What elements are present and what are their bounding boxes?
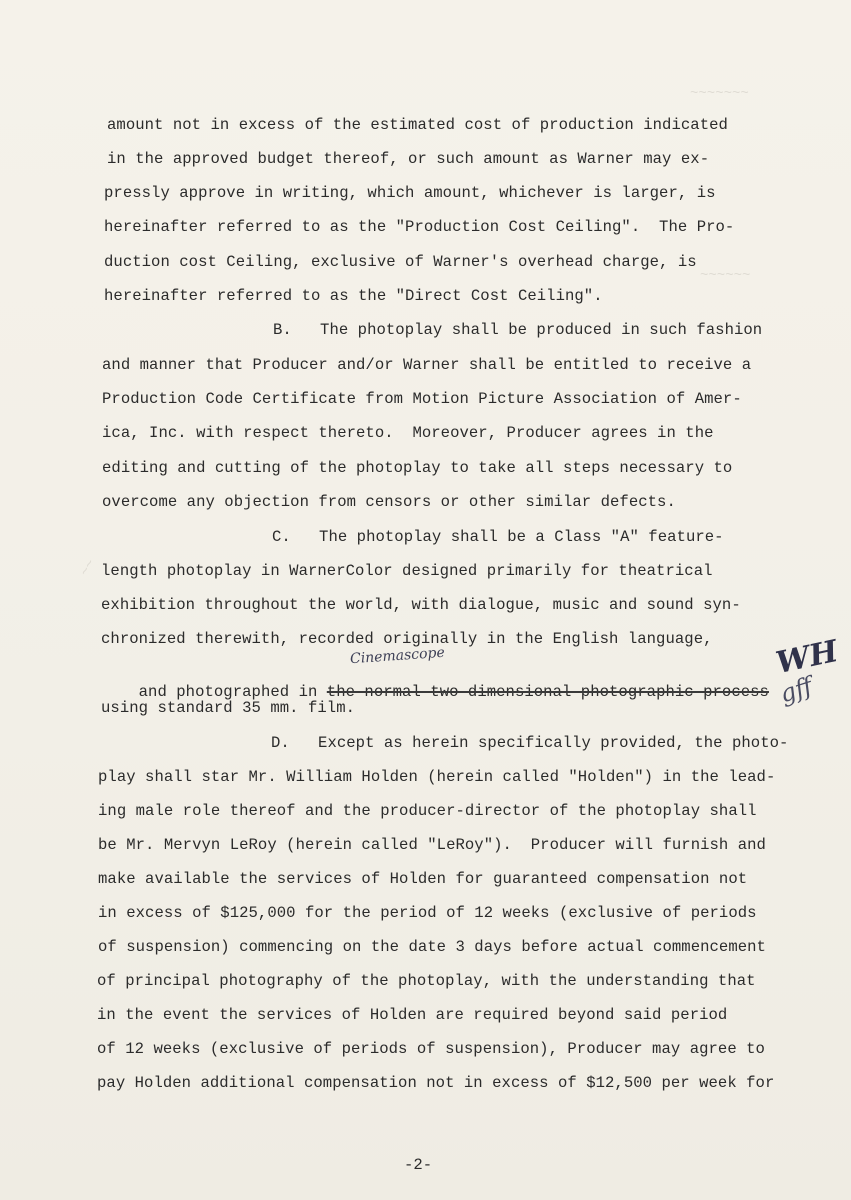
bleed-through-mark: ~~~~~~~ — [690, 86, 749, 102]
struck-text: the normal two-dimensional photographic process — [326, 683, 769, 701]
text-line: pay Holden additional compensation not in excess of $12,500 per week for — [97, 1074, 775, 1092]
text-line: length photoplay in WarnerColor designed primarily for theatrical — [101, 562, 713, 580]
text-line: chronized therewith, recorded originally in the English language, — [101, 630, 713, 648]
text-line: make available the services of Holden for guaranteed compensation not — [98, 870, 748, 888]
text-line: in excess of $125,000 for the period of 12 weeks (exclusive of periods — [98, 904, 757, 922]
page-number: -2- — [404, 1156, 433, 1174]
text-line: ing male role thereof and the producer-director of the photoplay shall — [98, 802, 757, 820]
text-line: hereinafter referred to as the "Production Cost Ceiling". The Pro- — [104, 218, 735, 236]
text-line: using standard 35 mm. film. — [101, 699, 356, 717]
text-line: C. The photoplay shall be a Class "A" feature- — [272, 528, 724, 546]
text-line: B. The photoplay shall be produced in such fashion — [273, 321, 763, 339]
text-line: Production Code Certificate from Motion Picture Association of Amer- — [102, 390, 742, 408]
text-line: play shall star Mr. William Holden (herein called "Holden") in the lead- — [98, 768, 776, 786]
text-line: hereinafter referred to as the "Direct Cost Ceiling". — [104, 287, 603, 305]
text-line-prefix: and photographed in — [138, 683, 327, 701]
text-line: ica, Inc. with respect thereto. Moreover, Producer agrees in the — [102, 424, 714, 442]
text-line: duction cost Ceiling, exclusive of Warner's overhead charge, is — [104, 253, 697, 271]
text-line: and manner that Producer and/or Warner shall be entitled to receive a — [102, 356, 752, 374]
handwritten-initials: WH — [773, 633, 842, 682]
handwritten-insert: Cinemascope — [349, 644, 446, 668]
text-line: pressly approve in writing, which amount, whichever is larger, is — [104, 184, 716, 202]
text-line: be Mr. Mervyn LeRoy (herein called "LeRoy"). Producer will furnish and — [98, 836, 766, 854]
text-line: amount not in excess of the estimated cost of production indicated — [107, 116, 728, 134]
text-line: exhibition throughout the world, with dialogue, music and sound syn- — [101, 596, 741, 614]
text-line: D. Except as herein specifically provided, the photo- — [271, 734, 789, 752]
text-line: of suspension) commencing on the date 3 days before actual commencement — [98, 938, 766, 956]
text-line: editing and cutting of the photoplay to take all steps necessary to — [102, 459, 733, 477]
bleed-through-mark: ~~~~~~ — [700, 268, 751, 284]
text-line: of 12 weeks (exclusive of periods of suspension), Producer may agree to — [97, 1040, 765, 1058]
bleed-through-mark: ~~ — [77, 556, 100, 580]
text-line: in the approved budget thereof, or such amount as Warner may ex- — [107, 150, 710, 168]
text-line: overcome any objection from censors or other similar defects. — [102, 493, 676, 511]
handwritten-initials: gff — [776, 671, 816, 709]
text-line: of principal photography of the photoplay, with the understanding that — [97, 972, 756, 990]
text-line: in the event the services of Holden are required beyond said period — [97, 1006, 728, 1024]
